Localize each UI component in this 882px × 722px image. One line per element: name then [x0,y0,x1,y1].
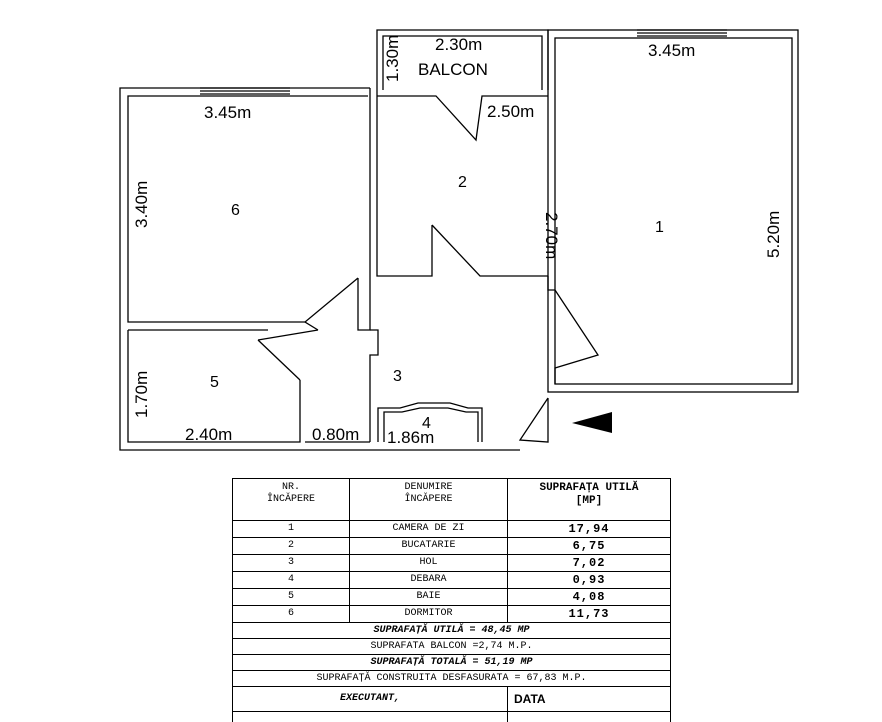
row-nr: 1 [233,521,350,538]
header-name-line1: DENUMIRE [404,482,452,493]
balcon-label: BALCON [418,60,488,79]
signature-blank-row [233,712,671,722]
data-blank [508,712,671,722]
room-6-outline [120,88,370,450]
summary-balcony: SUPRAFATA BALCON =2,74 M.P. [233,639,671,655]
row-area: 11,73 [508,606,671,623]
signature-row [233,687,671,712]
data-label: DATA [508,687,671,712]
row-area: 0,93 [508,572,671,589]
row-area: 7,02 [508,555,671,572]
summary-built: SUPRAFAȚĂ CONSTRUITA DESFASURATA = 67,83 M.P. [233,671,671,687]
table-header-row [233,479,671,521]
header-area-line2: [MP] [576,495,602,507]
executant-blank [233,712,508,722]
row-nr: 5 [233,589,350,606]
summary-total-row [233,655,671,671]
row-nr: 4 [233,572,350,589]
room-number-3: 3 [393,368,402,385]
row-area: 4,08 [508,589,671,606]
row-area: 6,75 [508,538,671,555]
row-name: BAIE [350,589,508,606]
room5-height-label: 1.70m [132,371,151,418]
row-name: DEBARA [350,572,508,589]
hall-width-label: 0.80m [312,425,359,444]
room6-height-label: 3.40m [132,181,151,228]
room-number-6: 6 [231,202,240,219]
room4-width-label: 1.86m [387,428,434,447]
row-nr: 3 [233,555,350,572]
summary-total: SUPRAFAȚĂ TOTALĂ = 51,19 MP [233,655,671,671]
row-name: CAMERA DE ZI [350,521,508,538]
room-1-outline [548,30,798,392]
room6-width-label: 3.45m [204,103,251,122]
header-name [350,479,508,521]
room1-height-label: 5.20m [764,211,783,258]
room-number-5: 5 [210,374,219,391]
header-area [508,479,671,521]
room5-width-label: 2.40m [185,425,232,444]
summary-useful-row [233,623,671,639]
balcon-width-label: 2.30m [435,35,482,54]
area-table [232,478,671,722]
room-number-2: 2 [458,174,467,191]
row-name: BUCATARIE [350,538,508,555]
header-area-line1: SUPRAFAȚA UTILĂ [539,482,638,494]
summary-balcony-row [233,639,671,655]
interior-walls [258,88,598,450]
table-row [233,572,671,589]
entrance-arrow [572,412,612,433]
table-row [233,538,671,555]
row-name: HOL [350,555,508,572]
table-row [233,606,671,623]
table-row [233,521,671,538]
header-nr-line1: NR. [282,482,300,493]
room1-width-label: 3.45m [648,41,695,60]
summary-built-row [233,671,671,687]
table-row [233,555,671,572]
balcon-height-label: 1.30m [383,35,402,82]
header-name-line2: ÎNCĂPERE [404,494,452,505]
room-number-1: 1 [655,219,664,236]
row-nr: 2 [233,538,350,555]
executant-label: EXECUTANT, [233,687,508,712]
row-name: DORMITOR [350,606,508,623]
room2-height-label: 2.70m [542,212,561,259]
summary-useful: SUPRAFAȚĂ UTILĂ = 48,45 MP [233,623,671,639]
area-table-wrapper [232,478,670,722]
row-area: 17,94 [508,521,671,538]
header-nr-line2: ÎNCĂPERE [267,494,315,505]
room-number-4: 4 [422,415,431,432]
row-nr: 6 [233,606,350,623]
room2-width-label: 2.50m [487,102,534,121]
table-row [233,589,671,606]
header-nr [233,479,350,521]
